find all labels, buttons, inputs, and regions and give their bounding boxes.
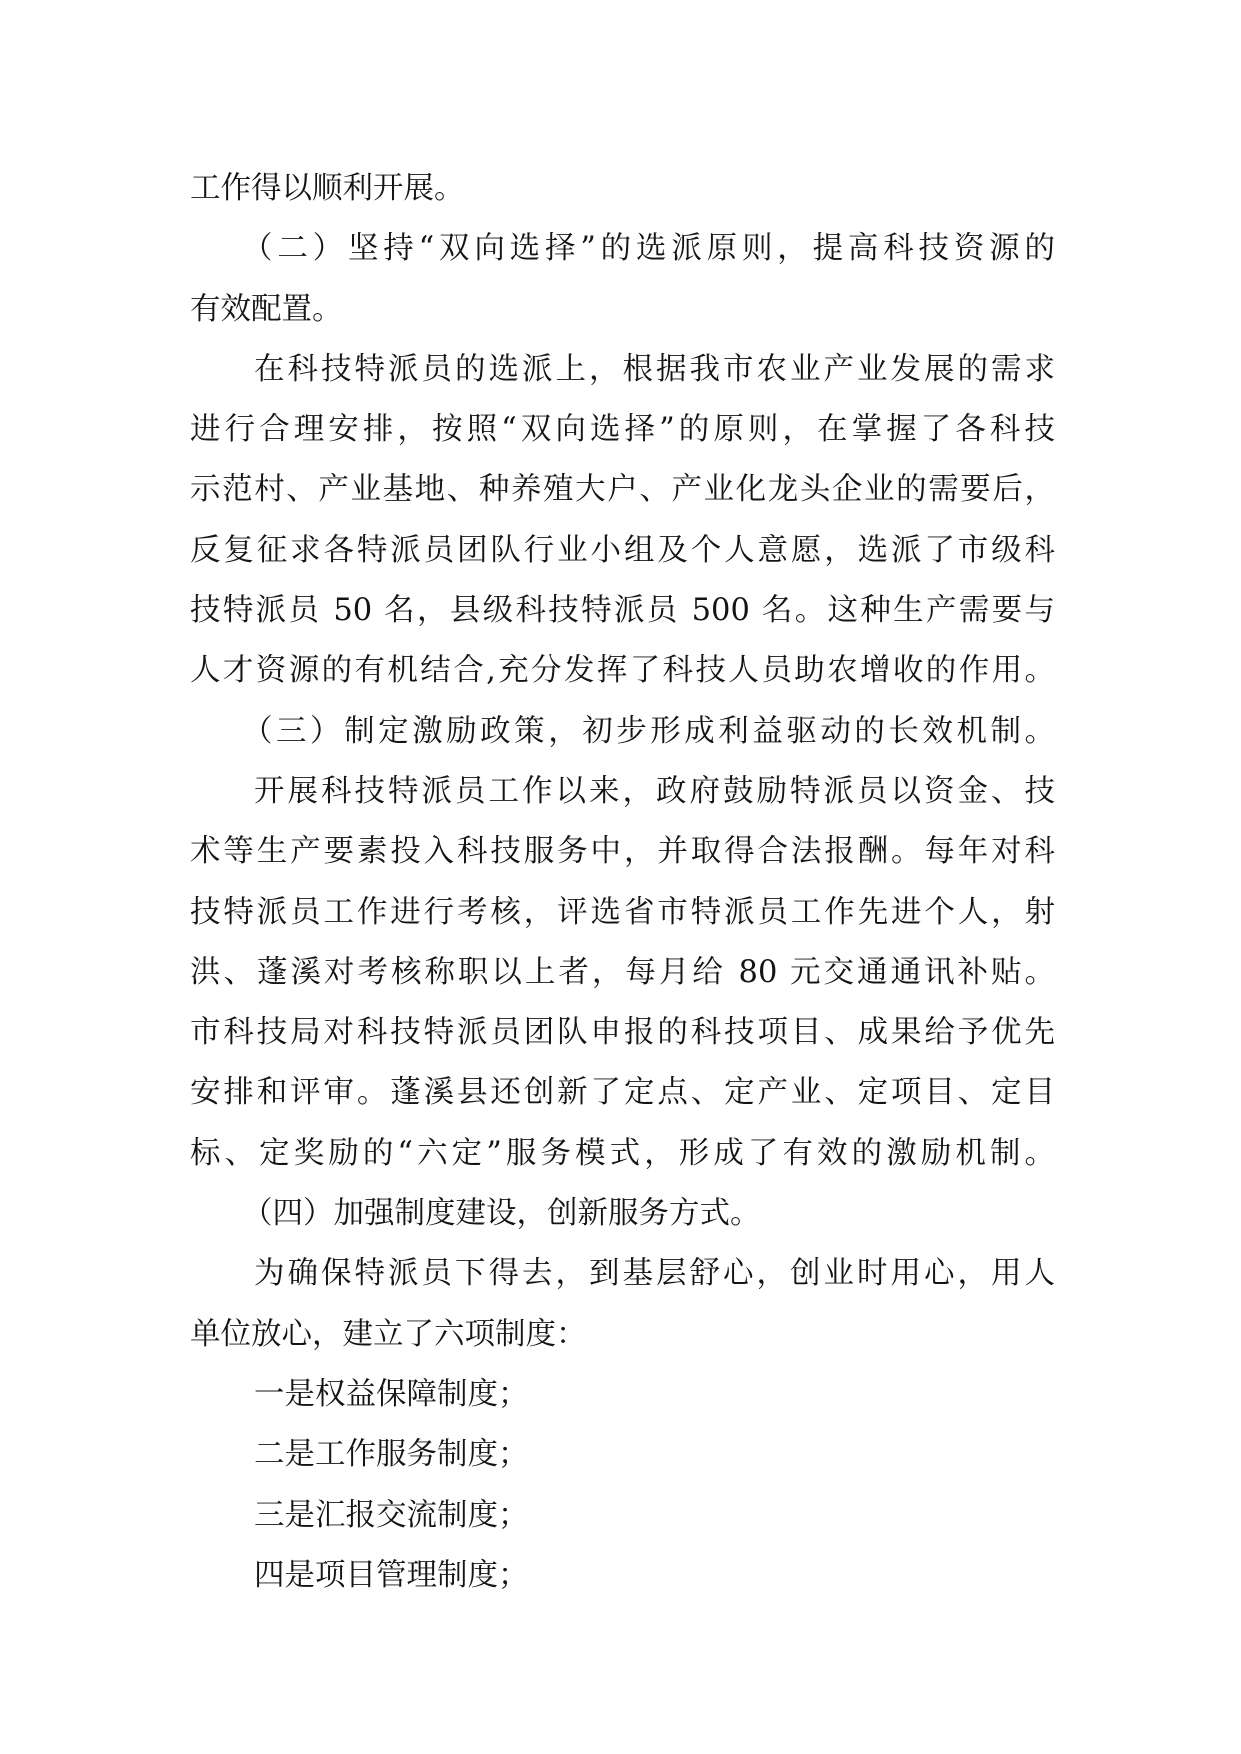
section-heading: （三）制定激励政策，初步形成利益驱动的长效机制。 xyxy=(242,713,1055,749)
paragraph-first-line: 为确保特派员下得去，到基层舒心，创业时用心，用人 xyxy=(254,1256,1055,1292)
text-line: 安排和评审。蓬溪县还创新了定点、定产业、定项目、定目 xyxy=(190,1075,1055,1111)
section-heading: （二）坚持“双向选择”的选派原则，提高科技资源的 xyxy=(242,231,1055,267)
text-line: 工作得以顺利开展。 xyxy=(190,171,465,206)
text-line: 标、定奖励的“六定”服务模式，形成了有效的激励机制。 xyxy=(190,1135,1055,1171)
text-line: 有效配置。 xyxy=(190,291,343,327)
text-line: 反复征求各特派员团队行业小组及个人意愿，选派了市级科 xyxy=(190,532,1055,568)
text-line: 单位放心，建立了六项制度： xyxy=(190,1316,587,1352)
text-line: 进行合理安排，按照“双向选择”的原则，在掌握了各科技 xyxy=(190,412,1055,448)
section-heading: （四）加强制度建设，创新服务方式。 xyxy=(242,1196,761,1232)
text-line: 市科技局对科技特派员团队申报的科技项目、成果给予优先 xyxy=(190,1015,1055,1051)
text-line: 人才资源的有机结合,充分发挥了科技人员助农增收的作用。 xyxy=(190,653,1055,689)
list-item: 二是工作服务制度； xyxy=(254,1437,529,1473)
text-line: 技特派员工作进行考核，评选省市特派员工作先进个人，射 xyxy=(190,894,1055,930)
list-item: 一是权益保障制度； xyxy=(254,1376,529,1412)
paragraph-first-line: 在科技特派员的选派上，根据我市农业产业发展的需求 xyxy=(254,351,1055,387)
text-line: 洪、蓬溪对考核称职以上者，每月给 80 元交通通讯补贴。 xyxy=(190,954,1055,990)
text-line: 技特派员 50 名，县级科技特派员 500 名。这种生产需要与 xyxy=(190,593,1055,629)
document-body xyxy=(190,159,1055,1606)
text-line: 术等生产要素投入科技服务中，并取得合法报酬。每年对科 xyxy=(190,834,1055,870)
text-line: 示范村、产业基地、种养殖大户、产业化龙头企业的需要后， xyxy=(190,472,1055,508)
list-item: 三是汇报交流制度； xyxy=(254,1497,529,1533)
list-item: 四是项目管理制度； xyxy=(254,1557,529,1593)
paragraph-first-line: 开展科技特派员工作以来，政府鼓励特派员以资金、技 xyxy=(254,773,1055,809)
